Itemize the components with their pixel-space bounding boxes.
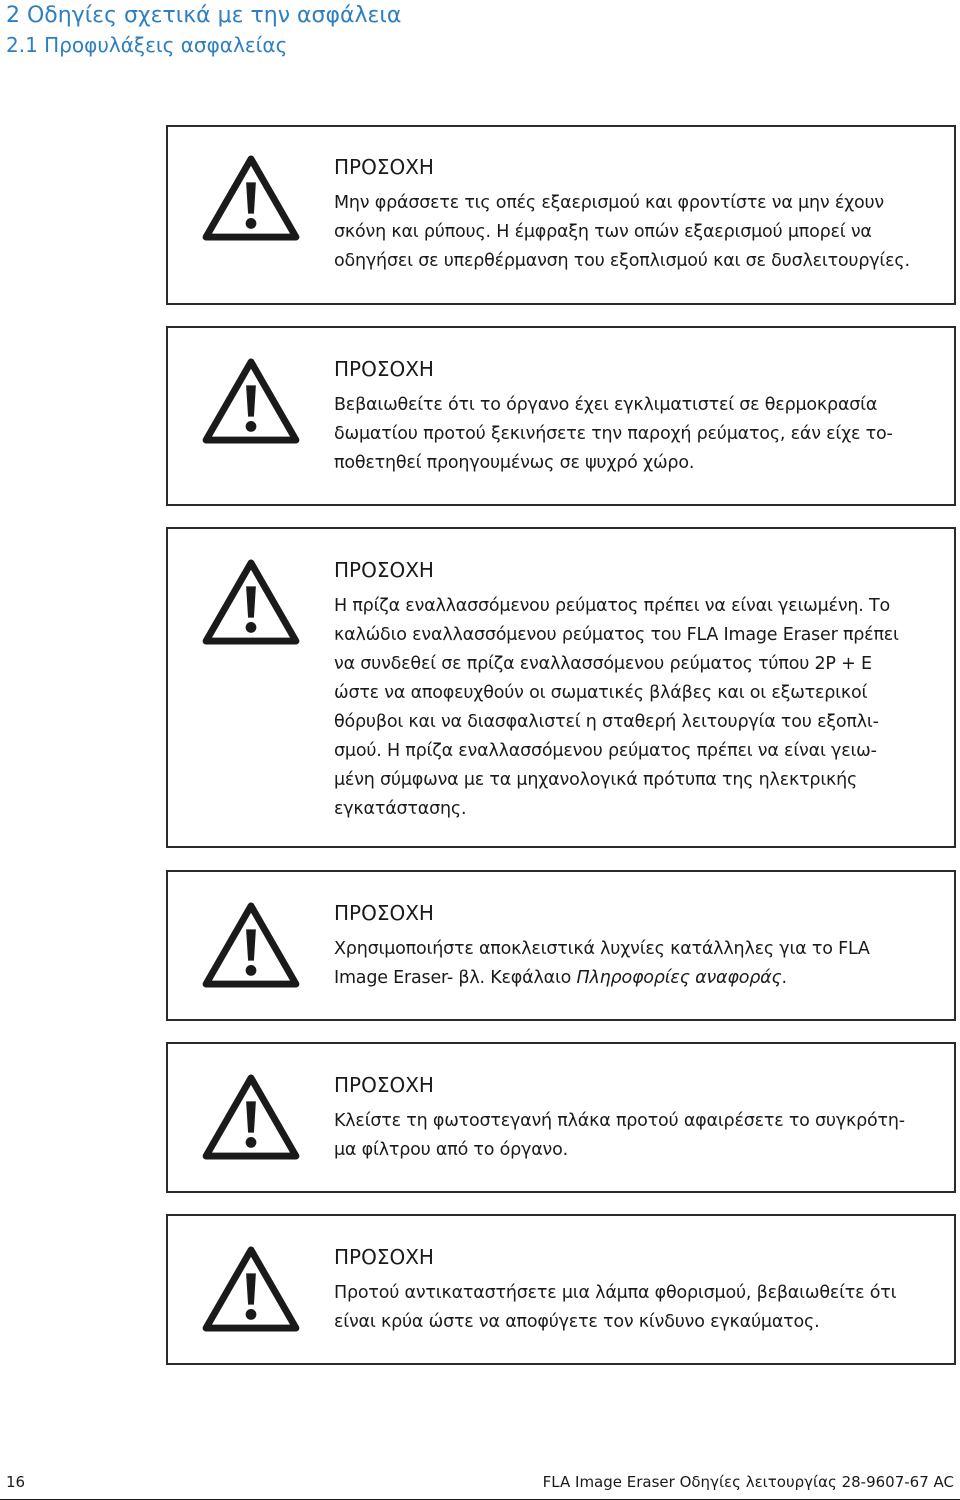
warning-triangle-icon — [202, 358, 300, 444]
warning-title: ΠΡΟΣΟΧΗ — [334, 1073, 434, 1097]
warning-title: ΠΡΟΣΟΧΗ — [334, 155, 434, 179]
warning-text: Βεβαιωθείτε ότι το όργανο έχει εγκλιματιστεί σε θερμοκρασία δωματίου προτού ξεκινήσετε την παροχή ρεύματος, εάν είχε το- ποθετηθεί προηγουμένως σε ψυχρό χώρο. — [334, 395, 893, 473]
warning-text: Κλείστε τη φωτοστεγανή πλάκα προτού αφαιρέσετε το συγκρότη- μα φίλτρου από το όργανο. — [334, 1111, 905, 1160]
warning-box — [166, 326, 956, 506]
warning-title: ΠΡΟΣΟΧΗ — [334, 357, 434, 381]
section-heading: 2.1 Προφυλάξεις ασφαλείας — [6, 33, 288, 57]
warning-text: Η πρίζα εναλλασσόμενου ρεύματος πρέπει να είναι γειωμένη. Το καλώδιο εναλλασσόμενου ρεύματος του FLA Image Eraser πρέπει να συνδεθεί σε πρίζα εναλλασσόμενου ρεύματος τύπου 2P + E ώστε να αποφευχθούν οι σωματικές βλάβες και οι εξωτερικοί θόρυβοι και να διασφαλιστεί η σταθερή λειτουργία του εξοπλι- σμού. Η πρίζα εναλλασσόμενου ρεύματος πρέπει να είναι γειω- μένη σύμφωνα με τα μηχανολογικά πρότυπα της ηλεκτρικής εγκατάστασης. — [334, 596, 899, 819]
warning-box — [166, 1214, 956, 1365]
warning-triangle-icon — [202, 1246, 300, 1332]
warning-title: ΠΡΟΣΟΧΗ — [334, 558, 434, 582]
warning-triangle-icon — [202, 559, 300, 645]
chapter-reference: Πληροφορίες αναφοράς — [576, 968, 782, 988]
page-number: 16 — [6, 1473, 26, 1491]
warning-title: ΠΡΟΣΟΧΗ — [334, 1245, 434, 1269]
warning-box — [166, 1042, 956, 1193]
warning-triangle-icon — [202, 155, 300, 241]
document-title: FLA Image Eraser Οδηγίες λειτουργίας 28-9607-67 AC — [542, 1473, 954, 1491]
warning-text: Μην φράσσετε τις οπές εξαερισμού και φροντίστε να μην έχουν σκόνη και ρύπους. Η έμφραξη των οπών εξαερισμού μπορεί να οδηγήσει σε υπερθέρμανση του εξοπλισμού και σε δυσλειτουργίες. — [334, 193, 910, 271]
warning-box — [166, 870, 956, 1021]
warning-text: Προτού αντικαταστήσετε μια λάμπα φθορισμού, βεβαιωθείτε ότι είναι κρύα ώστε να αποφύγετε τον κίνδυνο εγκαύματος. — [334, 1283, 897, 1332]
warning-title: ΠΡΟΣΟΧΗ — [334, 901, 434, 925]
warning-box — [166, 527, 956, 848]
chapter-heading: 2 Οδηγίες σχετικά με την ασφάλεια — [6, 3, 402, 28]
warning-triangle-icon — [202, 902, 300, 988]
warning-box — [166, 125, 956, 305]
warning-text: Χρησιμοποιήστε αποκλειστικά λυχνίες κατάλληλες για το FLA Image Eraser- βλ. Κεφάλαιο Πληροφορίες αναφοράς. — [334, 939, 870, 988]
warning-triangle-icon — [202, 1074, 300, 1160]
